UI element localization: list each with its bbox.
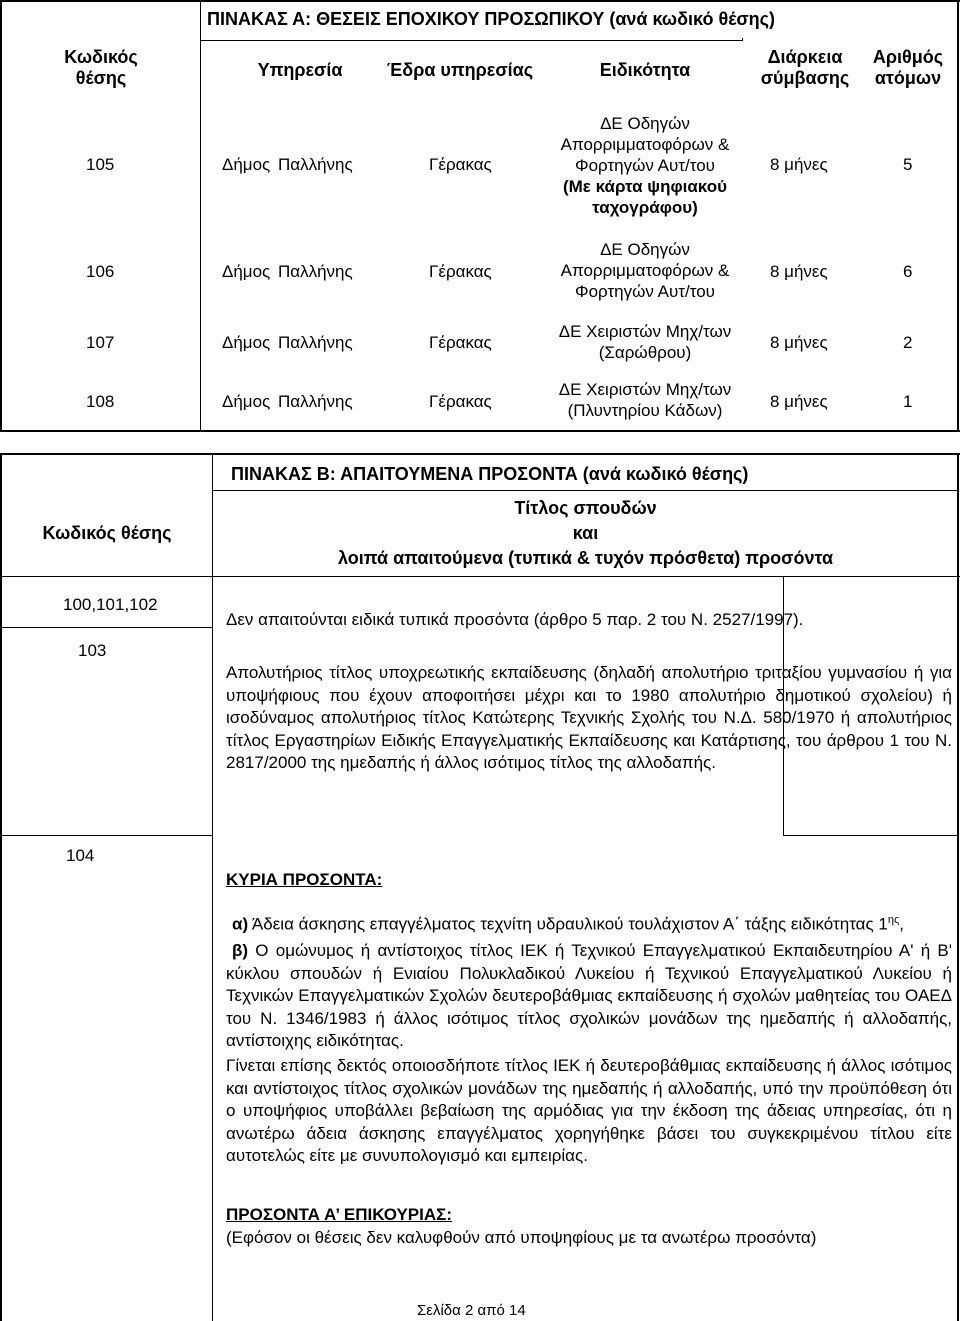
row-105-specialty-line2: Απορριμματοφόρων &	[560, 134, 730, 154]
table-b-border-top	[0, 453, 960, 455]
row-106-count: 6	[903, 262, 913, 281]
row-106-code: 106	[86, 262, 115, 281]
row-105-count: 5	[903, 155, 913, 174]
table-b-header-bottom	[0, 576, 960, 577]
qualification-b-label: β)	[232, 941, 249, 960]
table-b-row2-rule-left	[0, 835, 212, 836]
row-107-specialty-line2: (Σαρώθρου)	[598, 343, 692, 362]
header-code	[2, 42, 200, 94]
row-105-service: Δήμος Παλλήνης	[222, 155, 353, 174]
table-a-border-bottom	[0, 430, 960, 432]
row-106-duration: 8 μήνες	[770, 262, 828, 281]
table-a-border-right	[957, 0, 959, 432]
header-seat: Έδρα υπηρεσίας	[386, 59, 534, 80]
qualification-b	[226, 940, 952, 1053]
qualification-b-text: Ο ομώνυμος ή αντίστοιχος τίτλος ΙΕΚ ή Τεχνικού Επαγγελματικού Εκπαιδευτηρίου Α' ή Β' κύκλου σπουδών ή Ενιαίου Πολυκλαδικού Λυκείου ή Τεχνικού Επαγγελματικού Λυκείου ή Τεχνικών Επαγγελματικών Σχολών δευτεροβάθμιας εκπαίδευσης ή σχολών μαθητείας του ΟΑΕΔ του Ν. 1346/1983 ή άλλος ισότιμος τίτλος σχολικών μονάδων της ημεδαπής ή αλλοδαπής, αντίστοιχης ειδικότητας.	[226, 941, 952, 1050]
row-106-specialty-line3: Φορτηγών Αυτ/του	[575, 281, 715, 301]
table-b-header-title-line1: Τίτλος σπουδών	[514, 497, 657, 518]
row-108-specialty-line2: (Πλυντηρίου Κάδων)	[567, 401, 723, 420]
row-103-text: Απολυτήριος τίτλος υποχρεωτικής εκπαίδευσης (δηλαδή απολυτήριο τριταξίου γυμνασίου ή για υποψήφιους που έχουν αποφοιτήσει μέχρι και το 1980 απολυτήριο δημοτικού σχολείου) ή ισοδύναμος απολυτήριος τίτλος Κατώτερης Τεχνικής Σχολής του Ν.Δ. 580/1970 ή απολυτήριος τίτλος Εργαστηρίων Ειδικής Επαγγελματικής Εκπαίδευσης και Κατάρτισης, του άρθρου 1 του Ν. 2817/2000 της ημεδαπής ή άλλος ισότιμος τίτλος της αλλοδαπής.	[226, 663, 952, 772]
row-108-specialty-line1: ΔΕ Χειριστών Μηχ/των	[558, 380, 732, 399]
header-count-line2: ατόμων	[874, 68, 942, 88]
header-code-line1: Κωδικός	[64, 47, 138, 67]
table-a-header-rule	[200, 40, 742, 41]
qualification-a-sup: ης	[887, 914, 900, 926]
qualification-a-end: ,	[899, 914, 905, 934]
row-105-specialty-line3: Φορτηγών Αυτ/του	[575, 155, 715, 175]
table-b-border-right	[957, 453, 959, 1321]
header-code-line2: θέσης	[75, 68, 127, 88]
table-b-header-title-line2: και	[572, 522, 599, 543]
auxiliary-qualifications-text: (Εφόσον οι θέσεις δεν καλυφθούν από υποψηφίους με τα ανωτέρω προσόντα)	[226, 1228, 817, 1247]
row-106-specialty-line2: Απορριμματοφόρων &	[560, 260, 730, 280]
page-number: Σελίδα 2 από 14	[417, 1302, 526, 1319]
row-108-service: Δήμος Παλλήνης	[222, 392, 353, 411]
qualification-a-label: α)	[232, 914, 249, 934]
row-105-specialty	[540, 102, 750, 228]
row-107-seat: Γέρακας	[429, 333, 492, 352]
header-duration-line1: Διάρκεια	[767, 47, 843, 67]
row-108-specialty	[540, 376, 750, 424]
row-100-102-code: 100,101,102	[63, 595, 158, 614]
table-b-header-title-line3: λοιπά απαιτούμενα (τυπικά & τυχόν πρόσθετα) προσόντα	[337, 547, 834, 568]
table-b-divider	[212, 453, 213, 1321]
row-107-count: 2	[903, 333, 913, 352]
row-100-102-text: Δεν απαιτούνται ειδικά τυπικά προσόντα (άρθρο 5 παρ. 2 του Ν. 2527/1997).	[226, 610, 804, 629]
row-104-code: 104	[66, 846, 95, 865]
row-105-specialty-line5: ταχογράφου)	[592, 197, 698, 217]
row-105-seat: Γέρακας	[429, 155, 492, 174]
row-108-count: 1	[903, 392, 913, 411]
header-service: Υπηρεσία	[257, 59, 343, 80]
table-a-title: ΠΙΝΑΚΑΣ Α: ΘΕΣΕΙΣ ΕΠΟΧΙΚΟΥ ΠΡΟΣΩΠΙΚΟΥ (ανά κωδικό θέσης)	[207, 9, 776, 29]
row-103-code: 103	[78, 641, 107, 660]
table-b-title: ΠΙΝΑΚΑΣ Β: ΑΠΑΙΤΟΥΜΕΝΑ ΠΡΟΣΟΝΤΑ (ανά κωδικό θέσης)	[231, 464, 749, 484]
row-106-service: Δήμος Παλλήνης	[222, 262, 353, 281]
row-107-specialty-line1: ΔΕ Χειριστών Μηχ/των	[558, 322, 732, 341]
row-105-duration: 8 μήνες	[770, 155, 828, 174]
row-105-specialty-line4: (Με κάρτα ψηφιακού	[562, 176, 728, 196]
qualification-a	[232, 914, 952, 935]
table-b-row2-rule-right	[783, 835, 959, 836]
qualification-a-text: Άδεια άσκησης επαγγέλματος τεχνίτη υδραυλικού τουλάχιστον Α΄ τάξης ειδικότητας 1	[251, 914, 888, 934]
auxiliary-qualifications-heading: ΠΡΟΣΟΝΤΑ Α’ ΕΠΙΚΟΥΡΙΑΣ:	[226, 1205, 453, 1224]
table-b-row1-rule-left	[0, 627, 212, 628]
header-duration-line2: σύμβασης	[760, 68, 850, 88]
row-108-code: 108	[86, 392, 115, 411]
row-107-code: 107	[86, 333, 115, 352]
qualification-c-text: Γίνεται επίσης δεκτός οποιοσδήποτε τίτλος ΙΕΚ ή δευτεροβάθμιας εκπαίδευσης ή άλλος ισότιμος και αντίστοιχος τίτλος σχολικών μονάδων της ημεδαπής ή αλλοδαπής, υπό την προϋπόθεση ότι ο υποψήφιος υποβάλλει βεβαίωση της αρμόδιας για την έκδοση της άδειας υπηρεσίας, ότι η ανωτέρω άδεια άσκησης επαγγέλματος χορηγήθηκε βάσει του συγκεκριμένου τίτλου είτε αυτοτελώς είτε με συνυπολογισμό και εμπειρίας.	[226, 1056, 952, 1165]
row-106-seat: Γέρακας	[429, 262, 492, 281]
table-a-header-rule-end	[742, 38, 743, 41]
table-b-header-title	[214, 493, 957, 573]
row-107-service: Δήμος Παλλήνης	[222, 333, 353, 352]
header-count-line1: Αριθμός	[872, 47, 944, 67]
table-b-header-rule	[212, 490, 959, 491]
row-106-specialty	[540, 234, 750, 306]
row-105-code: 105	[86, 155, 115, 174]
row-106-specialty-line1: ΔΕ Οδηγών	[600, 239, 690, 259]
row-108-seat: Γέρακας	[429, 392, 492, 411]
table-b-header-code: Κωδικός θέσης	[42, 523, 172, 543]
row-107-duration: 8 μήνες	[770, 333, 828, 352]
row-105-specialty-line1: ΔΕ Οδηγών	[600, 113, 690, 133]
row-108-duration: 8 μήνες	[770, 392, 828, 411]
header-duration	[746, 42, 864, 94]
table-b-border-left	[0, 453, 2, 1321]
header-specialty: Ειδικότητα	[599, 59, 691, 80]
header-count	[860, 42, 956, 94]
table-a-divider	[200, 0, 201, 432]
main-qualifications-heading: ΚΥΡΙΑ ΠΡΟΣΟΝΤΑ:	[226, 870, 383, 889]
table-a-border-top	[0, 0, 960, 2]
row-107-specialty	[540, 318, 750, 366]
